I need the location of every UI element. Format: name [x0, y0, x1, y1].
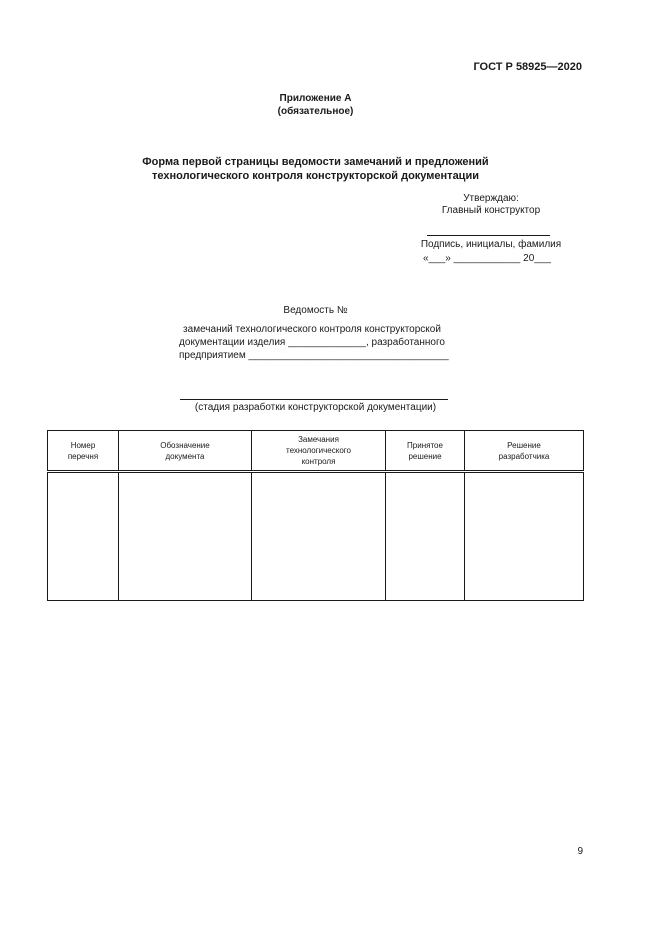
table-cell [48, 472, 119, 601]
stage-caption: (стадия разработки конструкторской документации) [194, 402, 437, 413]
approval-position: Главный конструктор [441, 205, 541, 216]
signature-caption: Подпись, инициалы, фамилия [420, 239, 562, 250]
table-row [48, 472, 584, 601]
statement-title: Ведомость № [283, 305, 348, 316]
table-cell [252, 472, 386, 601]
form-title-line-2: технологического контроля конструкторской документации [152, 170, 479, 182]
remarks-table [47, 430, 584, 601]
header-document-designation: Обозначение документа [119, 431, 252, 472]
statement-description [179, 323, 449, 362]
header-control-remarks: Замечания технологического контроля [252, 431, 386, 472]
approval-date: «___» ____________ 20___ [423, 253, 551, 264]
header-accepted-decision: Принятое решение [386, 431, 465, 472]
statement-line-2: документации изделия ______________, разработанного [179, 337, 445, 348]
table-cell [465, 472, 584, 601]
page-number: 9 [577, 846, 583, 857]
header-developer-decision: Решение разработчика [465, 431, 584, 472]
approval-label: Утверждаю: [463, 193, 519, 204]
stage-line [180, 399, 448, 400]
appendix-note: (обязательное) [277, 106, 354, 117]
header-list-number: Номер перечня [48, 431, 119, 472]
appendix-title: Приложение А [279, 93, 352, 104]
statement-line-1: замечаний технологического контроля конструкторской [183, 324, 441, 335]
statement-line-3: предприятием ____________________________________ [179, 350, 449, 361]
table-header-row [48, 431, 584, 472]
form-title-line-1: Форма первой страницы ведомости замечаний и предложений [142, 156, 489, 168]
table-cell [386, 472, 465, 601]
standard-number: ГОСТ Р 58925—2020 [473, 61, 582, 73]
signature-line [427, 235, 550, 236]
table-cell [119, 472, 252, 601]
